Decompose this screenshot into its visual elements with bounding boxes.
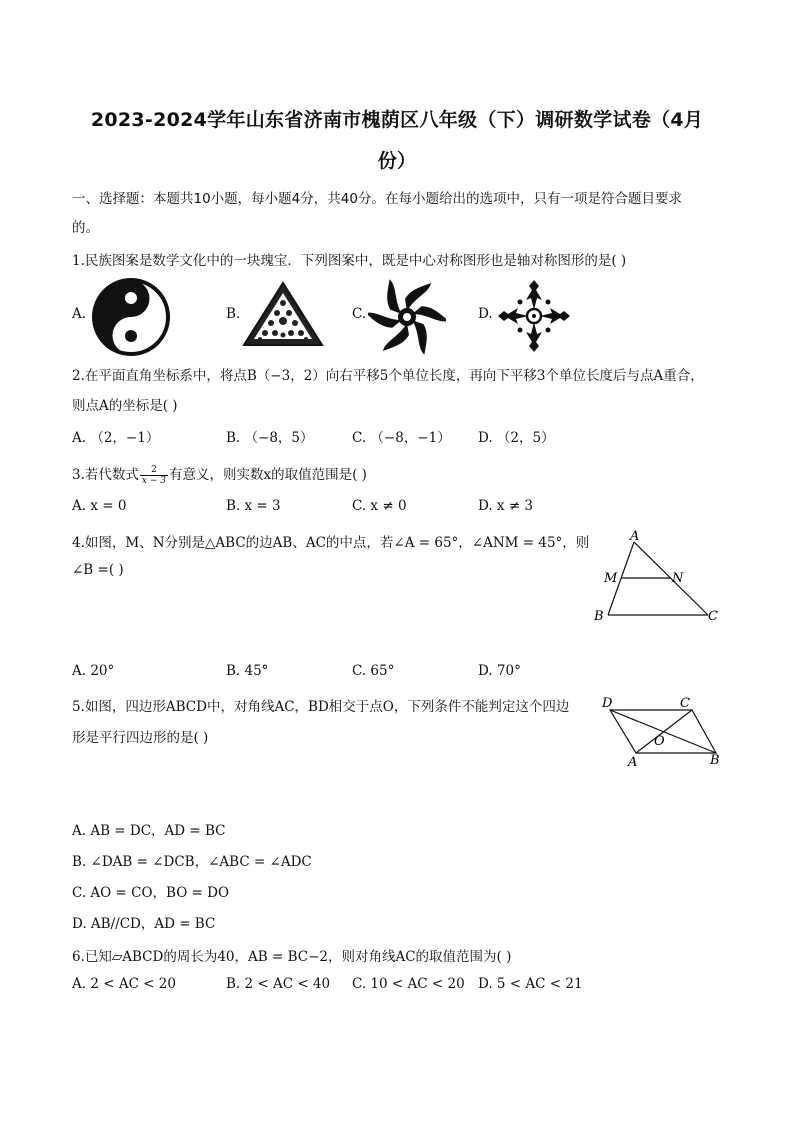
vertex-a-label: A bbox=[628, 755, 638, 770]
point-o-label: O bbox=[654, 734, 665, 749]
q5-option-c: C. AO = CO，BO = DO bbox=[72, 885, 230, 901]
vertex-d-label: D bbox=[602, 696, 613, 711]
q3-stem-prefix: 3.若代数式 bbox=[72, 467, 139, 483]
question-5-stem-continued: 形是平行四边形的是( ) bbox=[72, 730, 209, 746]
q6-option-b: B. 2 < AC < 40 bbox=[226, 976, 331, 992]
q5-option-d: D. AB//CD，AD = BC bbox=[72, 916, 216, 932]
q6-option-d: D. 5 < AC < 21 bbox=[478, 976, 583, 992]
q4-option-a: A. 20° bbox=[72, 663, 115, 679]
question-6-stem: 6.已知▱ABCD的周长为40，AB = BC−2，则对角线AC的取值范围为( ) bbox=[72, 949, 512, 965]
question-2-stem-continued: 则点A的坐标是( ) bbox=[72, 398, 178, 414]
exam-title-continued: 份） bbox=[377, 150, 417, 172]
q2-option-c: C. （−8，−1） bbox=[352, 430, 451, 446]
vertex-b-label: B bbox=[594, 609, 604, 624]
question-2-stem: 2.在平面直角坐标系中，将点B（−3，2）向右平移5个单位长度，再向下平移3个单位长度后与点A重合， bbox=[72, 368, 704, 384]
q3-fraction-numerator: 2 bbox=[140, 465, 168, 476]
quadrilateral-abcd-figure bbox=[596, 693, 732, 771]
vertex-a-label: A bbox=[630, 529, 640, 544]
question-4-stem-continued: ∠B =( ) bbox=[72, 562, 124, 578]
q2-option-d: D. （2，5） bbox=[478, 430, 555, 446]
q1-option-a-label: A. bbox=[72, 306, 87, 322]
q2-option-b: B. （−8，5） bbox=[226, 430, 314, 446]
question-3-stem bbox=[72, 463, 367, 486]
q3-stem-suffix: 有意义，则实数x的取值范围是( ) bbox=[168, 467, 367, 483]
section-instructions-continued: 的。 bbox=[72, 220, 99, 236]
vertex-c-label: C bbox=[708, 609, 718, 624]
q3-fraction-denominator: x − 3 bbox=[141, 476, 166, 486]
q6-option-a: A. 2 < AC < 20 bbox=[72, 976, 176, 992]
q3-fraction bbox=[140, 465, 168, 486]
point-m-label: M bbox=[604, 571, 618, 586]
q3-option-c: C. x ≠ 0 bbox=[352, 498, 407, 514]
q3-option-b: B. x = 3 bbox=[226, 498, 281, 514]
section-instructions: 一、选择题：本题共10小题，每小题4分，共40分。在每小题给出的选项中，只有一项是符合题目要求 bbox=[72, 191, 682, 207]
q1-option-d-label: D. bbox=[478, 306, 493, 322]
question-5-stem: 5.如图，四边形ABCD中，对角线AC，BD相交于点O，下列条件不能判定这个四边 bbox=[72, 699, 570, 715]
exam-title: 2023-2024学年山东省济南市槐荫区八年级（下）调研数学试卷（4月 bbox=[90, 109, 704, 131]
q6-option-c: C. 10 < AC < 20 bbox=[352, 976, 465, 992]
vertex-b-label: B bbox=[710, 753, 720, 768]
question-1-stem: 1.民族图案是数学文化中的一块瑰宝．下列图案中，既是中心对称图形也是轴对称图形的是( ) bbox=[72, 253, 627, 269]
q5-option-b: B. ∠DAB = ∠DCB，∠ABC = ∠ADC bbox=[72, 854, 312, 870]
triangle-abc-figure bbox=[588, 528, 728, 628]
q5-option-a: A. AB = DC，AD = BC bbox=[72, 823, 226, 839]
vertex-c-label: C bbox=[680, 696, 690, 711]
q2-option-a: A. （2，−1） bbox=[72, 430, 160, 446]
question-4-stem: 4.如图，M、N分别是△ABC的边AB、AC的中点，若∠A = 65°，∠ANM = 45°，则 bbox=[72, 535, 590, 551]
q1-option-c-label: C. bbox=[352, 306, 367, 322]
swirl-flower-icon bbox=[368, 278, 446, 356]
q4-option-b: B. 45° bbox=[226, 663, 269, 679]
ornamental-cross-icon bbox=[494, 276, 574, 356]
sierpinski-triangle-icon bbox=[242, 281, 324, 347]
q4-option-d: D. 70° bbox=[478, 663, 521, 679]
point-n-label: N bbox=[672, 571, 684, 586]
yin-yang-icon bbox=[91, 277, 171, 357]
q1-option-b-label: B. bbox=[226, 306, 241, 322]
q3-option-a: A. x = 0 bbox=[72, 498, 127, 514]
q4-option-c: C. 65° bbox=[352, 663, 395, 679]
q3-option-d: D. x ≠ 3 bbox=[478, 498, 534, 514]
